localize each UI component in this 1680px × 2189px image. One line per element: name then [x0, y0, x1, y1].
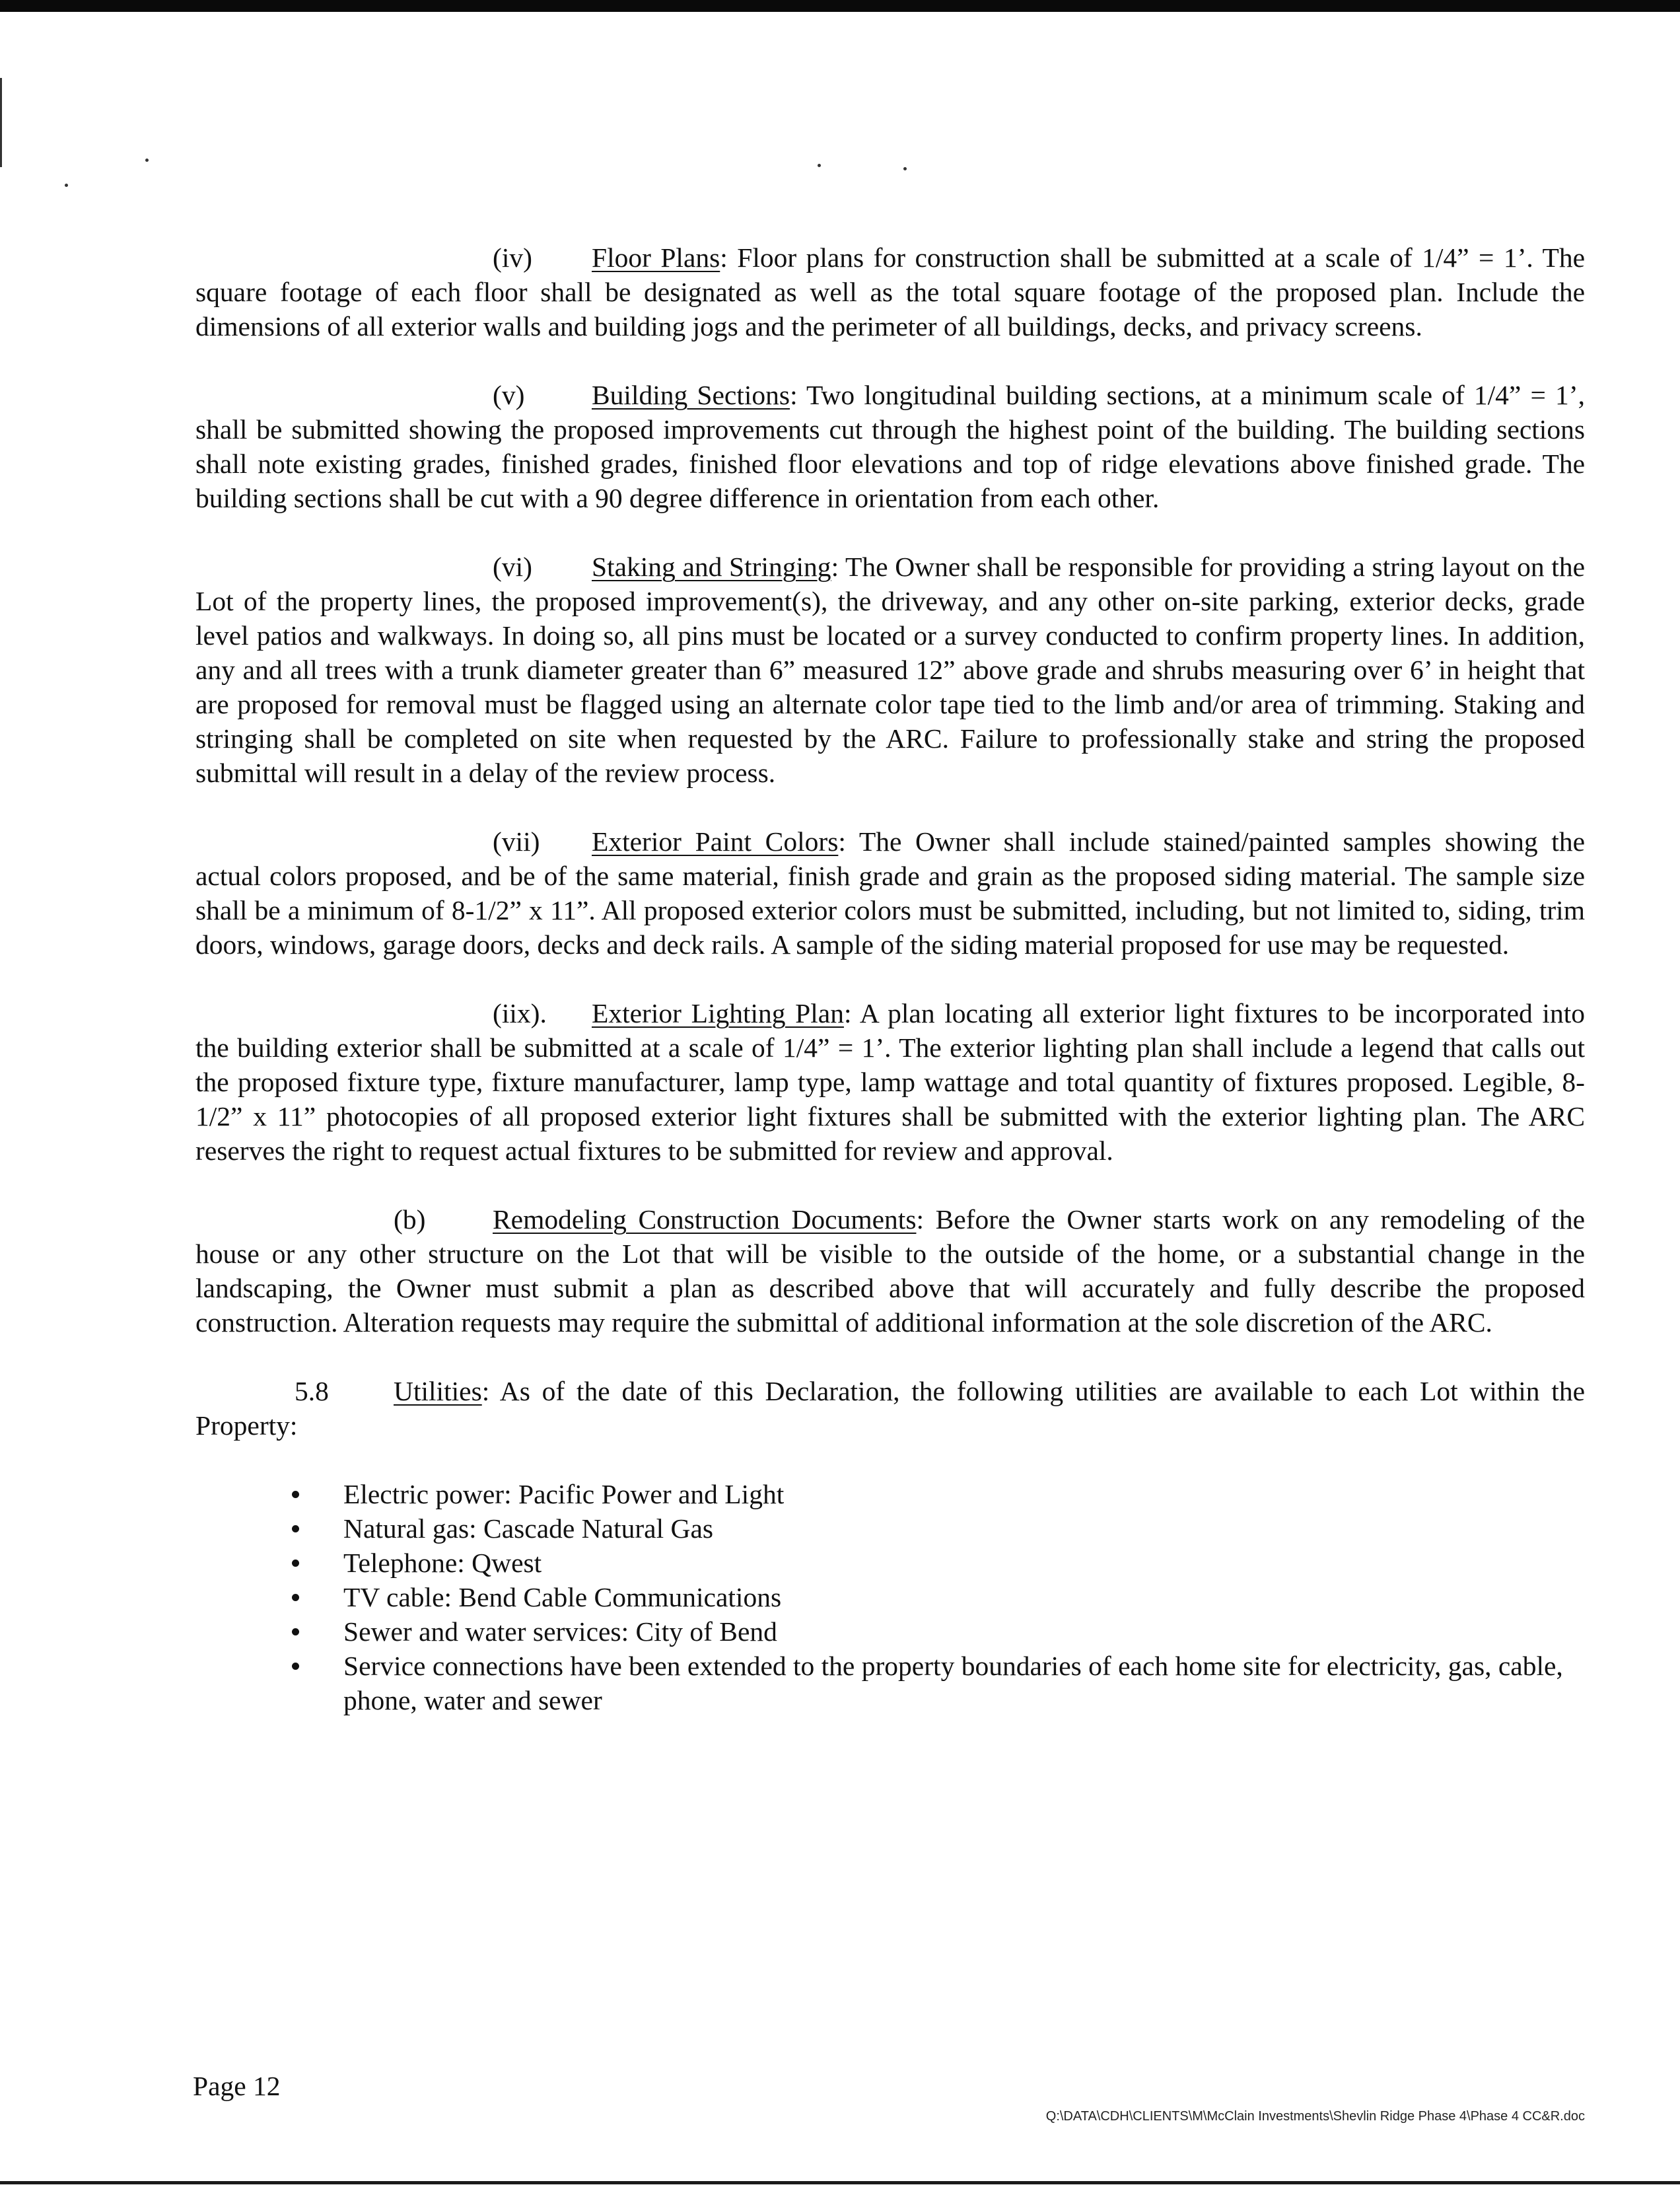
section-heading: Staking and Stringing — [592, 552, 831, 582]
scan-speck — [903, 167, 907, 170]
scan-left-edge-mark — [0, 78, 2, 167]
list-item: Telephone: Qwest — [195, 1546, 1585, 1580]
bullet-icon — [292, 1663, 299, 1670]
bullet-icon — [292, 1560, 299, 1567]
section-heading: Exterior Lighting Plan — [592, 998, 844, 1028]
scan-speck — [818, 164, 821, 167]
scan-speck — [65, 184, 68, 187]
document-body — [195, 240, 1585, 1717]
bullet-icon — [292, 1594, 299, 1601]
paragraph-exterior-lighting — [195, 996, 1585, 1168]
paragraph-staking-stringing — [195, 550, 1585, 790]
bullet-icon — [292, 1628, 299, 1635]
list-item: Natural gas: Cascade Natural Gas — [195, 1511, 1585, 1546]
bullet-icon — [292, 1525, 299, 1532]
section-heading: Remodeling Construction Documents — [493, 1204, 917, 1235]
scan-bottom-border — [0, 2181, 1680, 2184]
paragraph-text: : Two longitudinal building sections, at a minimum scale of 1/4” = 1’, shall be submitted showing the proposed improvements cut through the highest point of the building. The building sections shall note existing grades, finished grades, finished floor elevations and top of ridge elevations above finished grade. The building sections shall be cut with a 90 degree difference in orientation from each other. — [195, 380, 1585, 513]
paragraph-text: : A plan locating all exterior light fixtures to be incorporated into the building exterior shall be submitted at a scale of 1/4” = 1’. The exterior lighting plan shall include a legend that calls out the proposed fixture type, fixture manufacturer, lamp type, lamp wattage and total quantity of fixtures proposed. Legible, 8-1/2” x 11” photocopies of all proposed exterior light fixtures shall be submitted with the exterior lighting plan. The ARC reserves the right to request actual fixtures to be submitted for review and approval. — [195, 998, 1585, 1166]
item-number: (iix). — [493, 998, 547, 1028]
section-heading: Utilities — [394, 1376, 482, 1406]
list-item: TV cable: Bend Cable Communications — [195, 1580, 1585, 1614]
item-number: (b) — [394, 1204, 426, 1235]
item-number: (vii) — [493, 826, 540, 857]
paragraph-exterior-paint — [195, 824, 1585, 962]
file-path-footer: Q:\DATA\CDH\CLIENTS\M\McClain Investments\Shevlin Ridge Phase 4\Phase 4 CC&R.doc — [1045, 2109, 1585, 2124]
list-item: Sewer and water services: City of Bend — [195, 1614, 1585, 1649]
list-item: Electric power: Pacific Power and Light — [195, 1477, 1585, 1511]
scan-speck — [145, 159, 149, 162]
paragraph-text: : The Owner shall include stained/painted samples showing the actual colors proposed, and be of the same material, finish grade and grain as the proposed siding material. The sample size shall be a minimum of 8-1/2” x 11”. All proposed exterior colors must be submitted, including, but not limited to, siding, trim doors, windows, garage doors, decks and deck rails. A sample of the siding material proposed for use may be requested. — [195, 826, 1585, 960]
paragraph-building-sections — [195, 378, 1585, 515]
section-heading: Building Sections — [592, 380, 790, 410]
paragraph-text: : As of the date of this Declaration, the following utilities are available to each Lot within the Property: — [195, 1376, 1585, 1441]
page-number: Page 12 — [193, 2071, 281, 2101]
scan-top-border — [0, 0, 1680, 12]
section-heading: Floor Plans — [592, 242, 720, 273]
paragraph-text: : Floor plans for construction shall be submitted at a scale of 1/4” = 1’. The square footage of each floor shall be designated as well as the total square footage of the proposed plan. Include the dimensions of all exterior walls and building jogs and the perimeter of all buildings, decks, and privacy screens. — [195, 242, 1585, 341]
section-heading: Exterior Paint Colors — [592, 826, 839, 857]
paragraph-remodeling — [195, 1202, 1585, 1340]
bullet-icon — [292, 1491, 299, 1498]
item-number: (v) — [493, 380, 525, 410]
item-number: (iv) — [493, 242, 532, 273]
paragraph-text: : The Owner shall be responsible for providing a string layout on the Lot of the property lines, the proposed improvement(s), the driveway, and any other on-site parking, exterior decks, grade level patios and walkways. In doing so, all pins must be located or a survey conducted to confirm property lines. In addition, any and all trees with a trunk diameter greater than 6” measured 12” above grade and shrubs measuring over 6’ in height that are proposed for removal must be flagged using an alternate color tape tied to the limb and/or area of trimming. Staking and stringing shall be completed on site when requested by the ARC. Failure to professionally stake and string the proposed submittal will result in a delay of the review process. — [195, 552, 1585, 788]
paragraph-text: : Before the Owner starts work on any remodeling of the house or any other structure on the Lot that will be visible to the outside of the home, or a substantial change in the landscaping, the Owner must submit a plan as described above that will accurately and fully describe the proposed construction. Alteration requests may require the submittal of additional information at the sole discretion of the ARC. — [195, 1204, 1585, 1338]
item-number: (vi) — [493, 552, 532, 582]
paragraph-floor-plans — [195, 240, 1585, 343]
section-number: 5.8 — [295, 1376, 329, 1406]
list-item: Service connections have been extended to the property boundaries of each home site for electricity, gas, cable, phone, water and sewer — [195, 1649, 1585, 1717]
utilities-list — [195, 1477, 1585, 1717]
paragraph-utilities — [195, 1374, 1585, 1443]
